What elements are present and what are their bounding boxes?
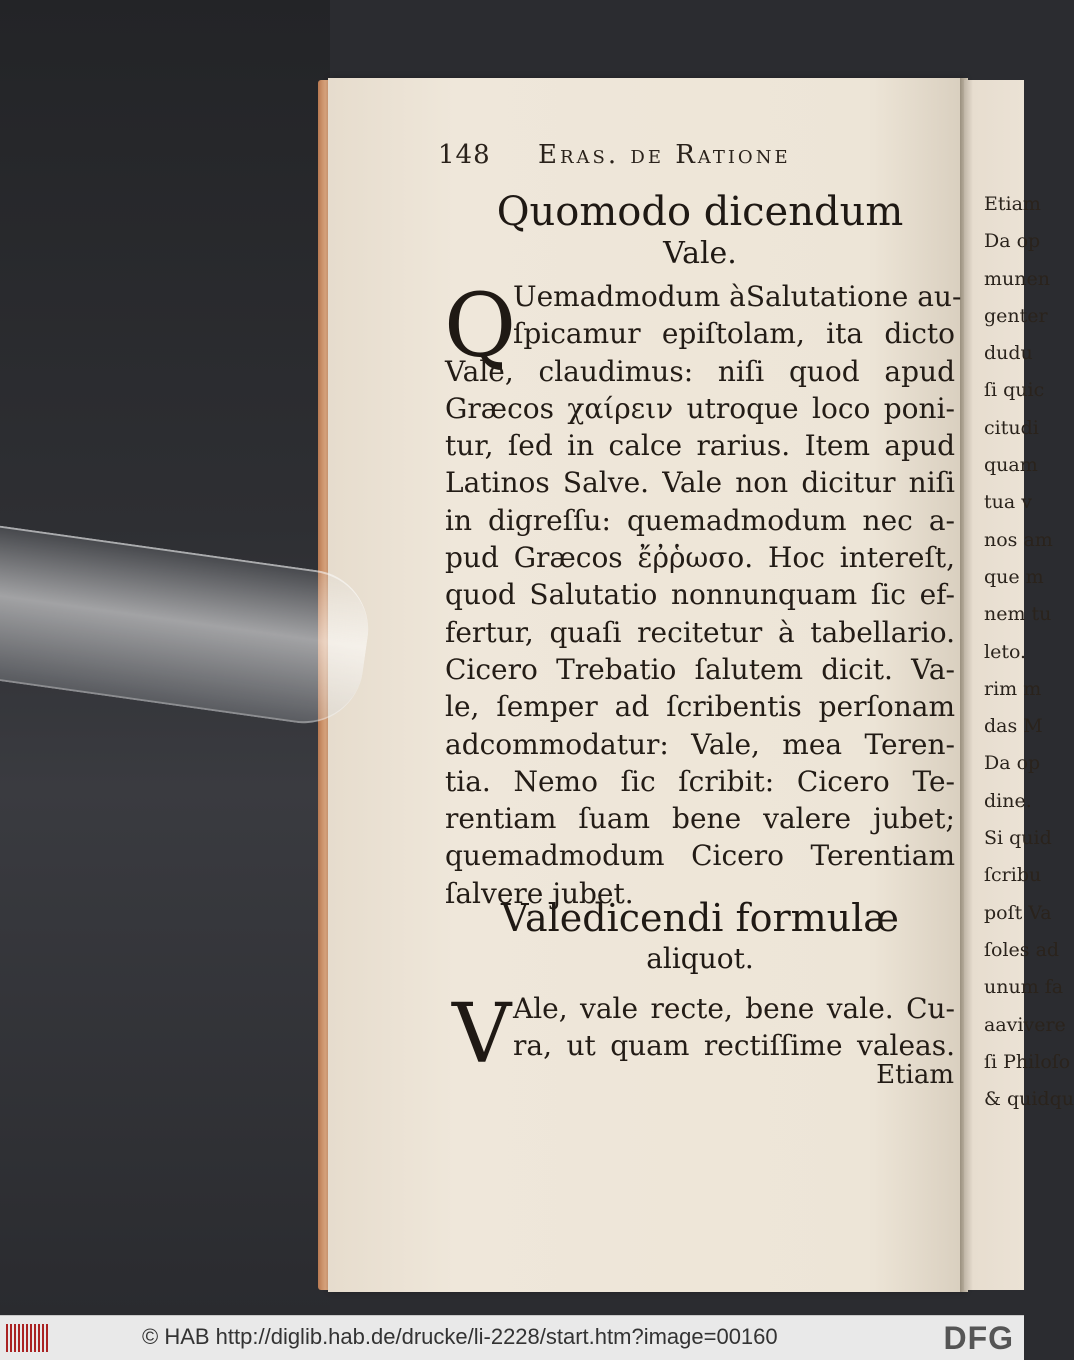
paragraph-formulae — [445, 990, 955, 1064]
section-heading-formulae-line2: aliquot. — [646, 942, 754, 975]
section-heading-formulae: Valedicendi formulæ — [500, 896, 900, 940]
facing-page-word: Etiam — [984, 193, 1041, 215]
facing-page-word: nos am — [984, 528, 1053, 551]
facing-page-word: Da op — [984, 230, 1041, 253]
facing-page-word: nem tu — [984, 603, 1052, 626]
text-line: adcommodatur: Vale, mea Teren- — [445, 727, 955, 761]
facing-page-word: genter — [984, 304, 1048, 327]
facing-page-word: dudu — [984, 342, 1033, 365]
facing-page-word: Da op — [984, 752, 1041, 775]
text-line: Uemadmodum àSalutatione au- — [513, 280, 962, 313]
facing-page-word: dine. — [984, 789, 1032, 812]
facing-page-word: citudi — [984, 416, 1039, 439]
facing-page-word: rim m — [984, 677, 1042, 700]
barcode-icon — [6, 1324, 50, 1352]
text-line: ſpicamur epiſtolam, ita dicto — [513, 317, 955, 351]
page-number: 148 — [438, 140, 491, 170]
dfg-logo: DFG — [943, 1320, 1014, 1356]
facing-page-word: munen — [984, 267, 1050, 290]
section-heading-vale: Quomodo dicendum — [496, 189, 904, 235]
text-line: ſalvere jubet. — [445, 876, 634, 910]
facing-page-word: quam — [984, 454, 1038, 477]
footer-bar — [0, 1315, 1024, 1360]
text-line: ra, ut quam rectiſſime valeas. — [513, 1029, 955, 1062]
drop-capital-q: Q — [444, 274, 517, 377]
facing-page-word: ſoles ad — [984, 938, 1060, 961]
text-line: Vale, claudimus: niſi quod apud — [445, 354, 955, 388]
text-line: Græcos χαίρειν utroque loco poni- — [445, 391, 955, 425]
text-line: quemadmodum Cicero Terentiam — [445, 839, 955, 873]
text-line: tur, ſed in calce rarius. Item apud — [445, 429, 955, 463]
text-line: rentiam ſuam bene valere jubet; — [445, 802, 955, 836]
section-heading-vale-line2: Vale. — [663, 236, 737, 271]
facing-page-word: ſi quic — [984, 379, 1045, 402]
drop-capital-v: V — [452, 987, 512, 1082]
attribution-link[interactable]: © HAB http://diglib.hab.de/drucke/li-2228/start.htm?image=00160 — [142, 1324, 778, 1349]
text-line: Ale, vale recte, bene vale. Cu- — [513, 992, 955, 1025]
text-line: fertur, quaſi recitetur à tabellario. — [445, 615, 955, 649]
facing-page-word: tua v — [984, 491, 1032, 514]
facing-page-word: Si quid — [984, 827, 1052, 850]
facing-page-word: das M — [984, 715, 1043, 738]
text-line: tia. Nemo ſic ſcribit: Cicero Te- — [445, 764, 955, 798]
catchword: Etiam — [876, 1060, 954, 1090]
facing-page-word: ſi Philoſo — [984, 1050, 1071, 1073]
running-head — [438, 140, 878, 180]
facing-page-fragments — [984, 186, 1074, 1118]
text-line: quod Salutatio nonnunquam ſic ef- — [445, 578, 955, 612]
facing-page-word: unum fa — [984, 976, 1064, 999]
facing-page-word: ſcribu — [984, 864, 1042, 887]
facing-page-word: que m — [984, 565, 1044, 588]
facing-page-word: & quidqu — [984, 1088, 1074, 1111]
running-title: Eras. de Ratione — [538, 140, 791, 170]
text-line: pud Græcos ἔῤῥωσο. Hoc intereſt, — [445, 541, 955, 575]
paragraph-vale — [444, 274, 962, 912]
facing-page-word: aavivere — [984, 1013, 1066, 1036]
text-line: Latinos Salve. Vale non dicitur niſi — [445, 466, 955, 500]
text-line: Cicero Trebatio ſalutem dicit. Va- — [445, 652, 955, 686]
text-line: in digreſſu: quemadmodum nec a- — [445, 503, 955, 537]
facing-page-word: leto. — [984, 640, 1027, 663]
text-line: le, ſemper ad ſcribentis perſonam — [445, 690, 955, 724]
facing-page-word: poſt Va — [984, 901, 1052, 924]
